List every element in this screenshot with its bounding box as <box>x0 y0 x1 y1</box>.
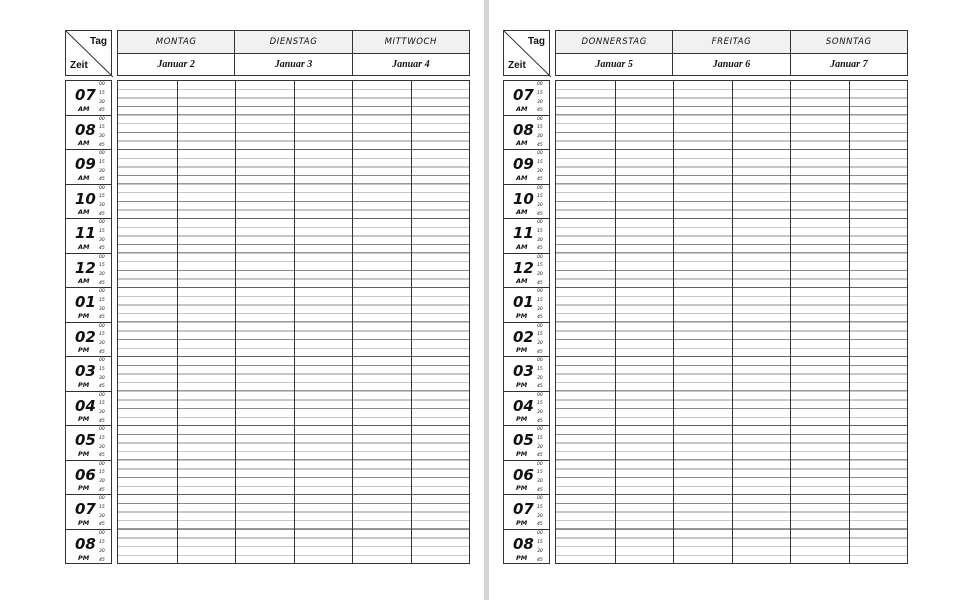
hour-block <box>66 288 111 323</box>
minute-mark: 00 <box>537 323 543 329</box>
hour-ampm: AM <box>516 242 528 251</box>
minute-marks <box>99 254 109 288</box>
day-name: DIENSTAG <box>235 31 351 54</box>
minute-mark: 00 <box>537 82 543 87</box>
minute-mark: 30 <box>99 444 105 450</box>
hour-ampm: AM <box>516 104 528 113</box>
minute-marks <box>537 150 547 184</box>
minute-mark: 00 <box>99 254 105 260</box>
minute-mark: 15 <box>99 435 105 441</box>
hour-ampm: PM <box>516 311 528 320</box>
minute-marks <box>537 81 547 115</box>
hour-ampm: PM <box>78 484 90 492</box>
hour-number: 03 <box>513 362 534 380</box>
hour-block <box>504 357 549 392</box>
time-column <box>65 80 112 564</box>
hour-ampm: PM <box>516 484 528 492</box>
hour-ampm: AM <box>78 104 90 113</box>
hour-block <box>66 392 111 427</box>
hour-number: 06 <box>513 465 534 484</box>
minute-marks <box>99 461 109 495</box>
hour-block <box>66 116 111 151</box>
minute-mark: 15 <box>99 539 105 545</box>
hour-number: 05 <box>75 431 96 449</box>
minute-mark: 00 <box>99 392 105 398</box>
hour-number: 08 <box>513 534 534 553</box>
minute-mark: 00 <box>537 461 543 467</box>
day-date: Januar 5 <box>595 59 633 70</box>
hour-number: 01 <box>513 293 534 311</box>
minute-marks <box>99 530 109 565</box>
minute-mark: 45 <box>537 557 543 563</box>
minute-mark: 30 <box>537 99 543 105</box>
minute-marks <box>537 461 547 495</box>
day-name: MITTWOCH <box>353 31 469 54</box>
minute-mark: 00 <box>99 220 105 225</box>
hour-number: 03 <box>75 362 96 380</box>
column-divider <box>615 81 616 563</box>
minute-mark: 15 <box>99 297 105 303</box>
minute-mark: 45 <box>537 522 543 528</box>
minute-mark: 30 <box>99 203 105 209</box>
hour-block <box>504 530 549 565</box>
hour-block <box>66 219 111 254</box>
hour-ampm: PM <box>78 311 90 320</box>
minute-mark: 00 <box>99 358 105 363</box>
minute-mark: 45 <box>99 522 105 528</box>
hour-block <box>66 495 111 530</box>
minute-mark: 30 <box>537 237 543 243</box>
hour-ampm: AM <box>78 139 90 147</box>
minute-mark: 30 <box>99 168 105 174</box>
hour-block <box>504 426 549 461</box>
minute-marks <box>99 288 109 322</box>
day-date: Januar 4 <box>392 59 430 70</box>
hour-number: 11 <box>75 224 96 242</box>
hour-ampm: PM <box>516 554 528 562</box>
hour-ampm: AM <box>78 242 90 251</box>
hour-number: 12 <box>513 258 534 277</box>
minute-mark: 15 <box>537 366 543 372</box>
minute-marks <box>537 288 547 322</box>
column-divider <box>411 81 412 563</box>
minute-mark: 45 <box>99 418 105 424</box>
minute-mark: 45 <box>99 280 105 286</box>
hour-ampm: PM <box>516 518 528 527</box>
minute-mark: 45 <box>99 108 105 114</box>
hour-ampm: AM <box>516 139 528 147</box>
hour-ampm: PM <box>516 449 528 458</box>
hour-ampm: PM <box>78 415 90 423</box>
hour-block <box>504 150 549 185</box>
hour-ampm: PM <box>78 449 90 458</box>
hour-block <box>504 254 549 289</box>
minute-mark: 45 <box>99 349 105 355</box>
minute-marks <box>537 357 547 391</box>
minute-mark: 45 <box>537 384 543 390</box>
minute-mark: 15 <box>537 504 543 510</box>
hour-block <box>66 185 111 220</box>
minute-marks <box>537 495 547 529</box>
schedule-grid[interactable] <box>555 80 908 564</box>
hour-number: 07 <box>75 86 96 104</box>
minute-mark: 00 <box>537 427 543 432</box>
hour-number: 02 <box>513 327 534 346</box>
minute-marks <box>537 219 547 253</box>
minute-mark: 00 <box>99 185 105 191</box>
minute-mark: 45 <box>99 315 105 321</box>
minute-mark: 45 <box>537 177 543 183</box>
minute-mark: 30 <box>537 341 543 347</box>
minute-mark: 45 <box>99 453 105 459</box>
minute-mark: 15 <box>99 159 105 165</box>
hour-ampm: AM <box>516 277 528 285</box>
minute-mark: 45 <box>537 453 543 459</box>
minute-mark: 45 <box>537 142 543 148</box>
minute-mark: 00 <box>99 116 105 122</box>
hour-number: 01 <box>75 293 96 311</box>
minute-marks <box>99 392 109 426</box>
minute-mark: 30 <box>99 99 105 105</box>
minute-mark: 45 <box>99 557 105 563</box>
hour-number: 12 <box>75 258 96 277</box>
minute-marks <box>537 254 547 288</box>
minute-mark: 00 <box>99 530 105 536</box>
minute-marks <box>99 219 109 253</box>
minute-mark: 30 <box>99 548 105 554</box>
hour-number: 04 <box>513 396 534 415</box>
minute-mark: 00 <box>537 289 543 294</box>
minute-mark: 00 <box>537 151 543 156</box>
hour-number: 08 <box>75 534 96 553</box>
minute-marks <box>99 426 109 460</box>
corner-tag-label: Tag <box>89 36 107 47</box>
hour-block <box>66 81 111 116</box>
minute-mark: 00 <box>537 392 543 398</box>
hour-ampm: AM <box>516 173 528 182</box>
minute-marks <box>99 150 109 184</box>
hour-number: 07 <box>75 500 96 518</box>
minute-mark: 15 <box>537 263 543 269</box>
minute-mark: 00 <box>537 254 543 260</box>
hour-number: 02 <box>75 327 96 346</box>
corner-tag-label: Tag <box>527 36 545 47</box>
minute-marks <box>99 323 109 357</box>
hour-number: 11 <box>513 224 534 242</box>
minute-marks <box>537 392 547 426</box>
day-name: SONNTAG <box>791 31 907 54</box>
minute-mark: 30 <box>537 410 543 416</box>
day-divider <box>352 81 353 563</box>
hour-ampm: AM <box>78 208 90 216</box>
minute-mark: 15 <box>537 194 543 200</box>
hour-ampm: PM <box>78 346 90 354</box>
planner-page-left <box>65 30 470 564</box>
minute-mark: 00 <box>537 358 543 363</box>
minute-marks <box>99 116 109 150</box>
minute-mark: 15 <box>537 159 543 165</box>
hour-block <box>66 254 111 289</box>
day-column-header <box>352 31 469 75</box>
hour-number: 05 <box>513 431 534 449</box>
hour-ampm: PM <box>78 380 90 389</box>
day-date: Januar 6 <box>712 59 751 70</box>
minute-mark: 15 <box>99 470 105 476</box>
minute-mark: 00 <box>99 323 105 329</box>
hour-number: 10 <box>513 189 534 208</box>
day-header <box>117 30 470 76</box>
minute-mark: 45 <box>99 246 105 252</box>
corner-cell <box>65 30 112 76</box>
minute-mark: 15 <box>99 366 105 372</box>
minute-mark: 45 <box>99 177 105 183</box>
minute-mark: 15 <box>99 263 105 269</box>
minute-mark: 30 <box>99 479 105 485</box>
hour-number: 09 <box>75 155 96 173</box>
day-header <box>555 30 908 76</box>
minute-mark: 30 <box>537 375 543 381</box>
minute-mark: 30 <box>537 272 543 278</box>
minute-mark: 00 <box>537 496 543 501</box>
minute-mark: 15 <box>99 401 105 407</box>
hour-block <box>504 116 549 151</box>
schedule-grid[interactable] <box>117 80 470 564</box>
column-divider <box>849 81 850 563</box>
hour-block <box>504 495 549 530</box>
hour-number: 07 <box>513 86 534 104</box>
minute-marks <box>537 185 547 219</box>
day-divider <box>790 81 791 563</box>
hour-block <box>66 530 111 565</box>
minute-mark: 15 <box>537 90 543 96</box>
minute-marks <box>537 426 547 460</box>
hour-block <box>504 81 549 116</box>
minute-mark: 00 <box>537 530 543 536</box>
minute-marks <box>99 357 109 391</box>
column-divider <box>732 81 733 563</box>
minute-mark: 00 <box>99 461 105 467</box>
day-column-header <box>118 31 234 75</box>
day-column-header <box>234 31 351 75</box>
corner-zeit-label: Zeit <box>508 60 526 71</box>
minute-mark: 00 <box>99 151 105 156</box>
minute-marks <box>537 530 547 565</box>
hour-number: 08 <box>75 120 96 139</box>
hour-block <box>504 392 549 427</box>
day-name: FREITAG <box>673 31 789 54</box>
minute-mark: 45 <box>537 108 543 114</box>
minute-mark: 45 <box>537 280 543 286</box>
minute-mark: 15 <box>537 539 543 545</box>
minute-mark: 30 <box>99 306 105 312</box>
minute-mark: 45 <box>537 418 543 424</box>
hour-ampm: PM <box>516 346 528 354</box>
minute-mark: 00 <box>537 185 543 191</box>
day-divider <box>673 81 674 563</box>
hour-ampm: PM <box>78 554 90 562</box>
minute-mark: 30 <box>537 134 543 140</box>
minute-marks <box>537 323 547 357</box>
minute-mark: 30 <box>537 168 543 174</box>
minute-mark: 30 <box>537 548 543 554</box>
hour-ampm: AM <box>78 277 90 285</box>
minute-mark: 15 <box>99 332 105 338</box>
minute-mark: 15 <box>99 125 105 131</box>
hour-number: 08 <box>513 120 534 139</box>
minute-mark: 30 <box>99 375 105 381</box>
day-name: DONNERSTAG <box>556 31 672 54</box>
minute-mark: 30 <box>537 306 543 312</box>
day-date: Januar 7 <box>830 59 868 70</box>
minute-marks <box>537 116 547 150</box>
minute-mark: 30 <box>99 272 105 278</box>
day-name: MONTAG <box>118 31 234 54</box>
day-column-header <box>790 31 907 75</box>
hour-block <box>66 461 111 496</box>
hour-block <box>504 461 549 496</box>
minute-mark: 45 <box>99 384 105 390</box>
minute-mark: 15 <box>537 297 543 303</box>
minute-marks <box>99 81 109 115</box>
column-divider <box>294 81 295 563</box>
minute-mark: 15 <box>99 90 105 96</box>
time-column <box>503 80 550 564</box>
minute-mark: 30 <box>537 479 543 485</box>
hour-number: 06 <box>75 465 96 484</box>
day-date: Januar 3 <box>274 59 313 70</box>
minute-mark: 45 <box>99 211 105 217</box>
hour-block <box>504 323 549 358</box>
day-column-header <box>556 31 672 75</box>
planner-page-right <box>503 30 908 564</box>
hour-number: 10 <box>75 189 96 208</box>
day-date: Januar 2 <box>157 59 195 70</box>
hour-block <box>504 185 549 220</box>
minute-mark: 00 <box>537 220 543 225</box>
minute-mark: 45 <box>99 142 105 148</box>
minute-mark: 15 <box>537 435 543 441</box>
minute-mark: 30 <box>99 410 105 416</box>
minute-mark: 45 <box>537 315 543 321</box>
hour-ampm: AM <box>516 208 528 216</box>
hour-block <box>66 357 111 392</box>
minute-mark: 00 <box>99 289 105 294</box>
minute-marks <box>99 495 109 529</box>
minute-mark: 30 <box>537 203 543 209</box>
page-gutter <box>484 0 489 600</box>
day-divider <box>235 81 236 563</box>
minute-mark: 15 <box>537 401 543 407</box>
minute-mark: 30 <box>99 237 105 243</box>
minute-mark: 15 <box>537 228 543 234</box>
column-divider <box>177 81 178 563</box>
minute-mark: 30 <box>537 513 543 519</box>
hour-ampm: AM <box>78 173 90 182</box>
minute-mark: 30 <box>537 444 543 450</box>
minute-mark: 00 <box>537 116 543 122</box>
minute-mark: 15 <box>537 470 543 476</box>
minute-mark: 00 <box>99 82 105 87</box>
day-column-header <box>672 31 789 75</box>
hour-number: 04 <box>75 396 96 415</box>
hour-block <box>66 426 111 461</box>
minute-mark: 15 <box>99 504 105 510</box>
minute-marks <box>99 185 109 219</box>
minute-mark: 15 <box>537 332 543 338</box>
minute-mark: 45 <box>537 211 543 217</box>
minute-mark: 45 <box>537 349 543 355</box>
minute-mark: 30 <box>99 513 105 519</box>
minute-mark: 15 <box>99 228 105 234</box>
corner-zeit-label: Zeit <box>70 60 88 71</box>
minute-mark: 00 <box>99 496 105 501</box>
minute-mark: 00 <box>99 427 105 432</box>
hour-ampm: PM <box>78 518 90 527</box>
hour-block <box>504 219 549 254</box>
hour-block <box>66 150 111 185</box>
minute-mark: 45 <box>99 487 105 493</box>
hour-block <box>66 323 111 358</box>
minute-mark: 30 <box>99 134 105 140</box>
hour-block <box>504 288 549 323</box>
minute-mark: 45 <box>537 246 543 252</box>
minute-mark: 45 <box>537 487 543 493</box>
minute-mark: 30 <box>99 341 105 347</box>
hour-number: 07 <box>513 500 534 518</box>
hour-ampm: PM <box>516 380 528 389</box>
minute-mark: 15 <box>99 194 105 200</box>
hour-number: 09 <box>513 155 534 173</box>
hour-ampm: PM <box>516 415 528 423</box>
corner-cell <box>503 30 550 76</box>
minute-mark: 15 <box>537 125 543 131</box>
